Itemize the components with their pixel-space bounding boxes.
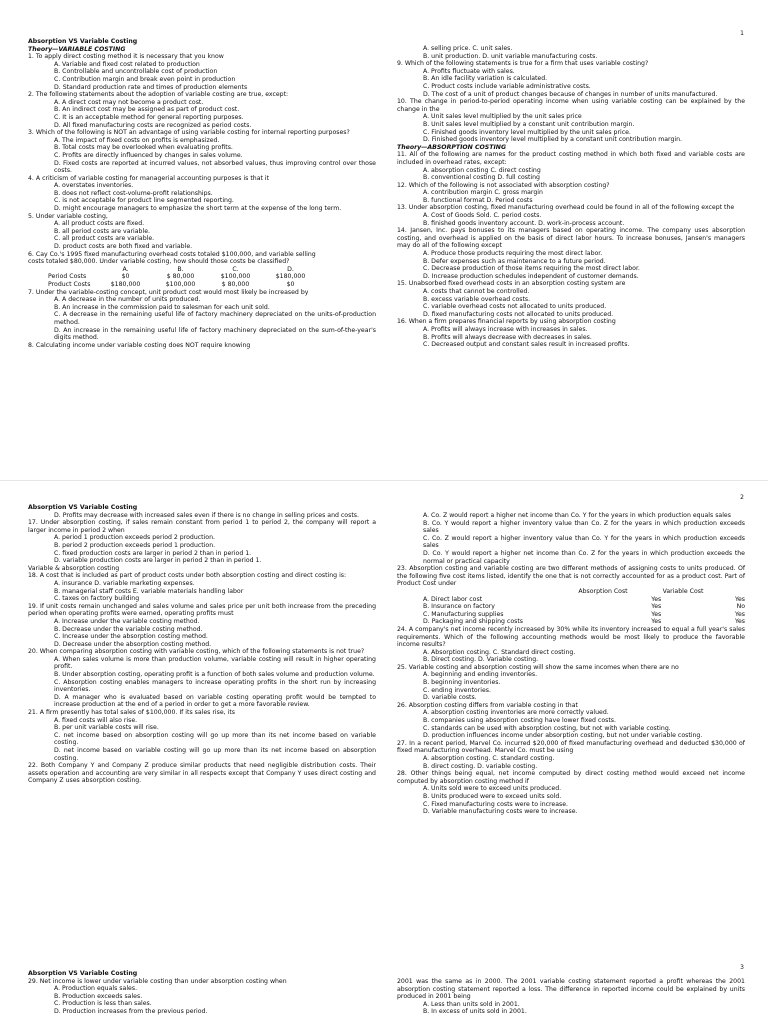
answer-option: D. Co. Y would report a higher net income than Co. Z for the years in which production exceeds the normal or practical capacity xyxy=(423,549,745,565)
section-title-absorption-costing: Theory—ABSORPTION COSTING xyxy=(397,143,507,151)
col-header: Variable Cost xyxy=(662,587,704,595)
answer-option: C. fixed production costs are larger in period 2 than in period 1. xyxy=(54,549,252,557)
answer-option: B. Controllable and uncontrollable cost of production xyxy=(54,68,218,76)
answer-option: D. Profits may decrease with increased sales even if there is no change in selling prices and costs. xyxy=(54,511,359,519)
col-header: Absorption Cost xyxy=(578,587,628,595)
row-label: Product Costs xyxy=(48,281,91,288)
cell: Yes xyxy=(651,603,662,611)
question-text: 20. When comparing absorption costing with variable costing, which of the following statements is not true? xyxy=(28,648,365,656)
answer-option: A. beginning and ending inventories. xyxy=(423,671,538,679)
answer-option: C. Decrease production of those items requiring the most direct labor. xyxy=(423,265,640,273)
cell: Yes xyxy=(651,618,662,626)
row-label: A. Direct labor cost xyxy=(423,595,483,603)
col-header: D. xyxy=(287,265,294,273)
answer-option: B. An increase in the commission paid to salesman for each unit sold. xyxy=(54,303,270,311)
table-row xyxy=(397,603,745,611)
page-2-right-lines xyxy=(397,512,745,588)
question-text: 24. A company's net income recently increased by 30% while its inventory increased to equal a full year's sales requirements. Which of the following accounting methods would be most likely to produce the favorable income results? xyxy=(397,625,745,649)
answer-option: B. Decrease under the variable costing method. xyxy=(54,625,203,633)
answer-option: D. Decrease under the absorption costing method. xyxy=(54,640,212,648)
question-text: 12. Which of the following is not associated with absorption costing? xyxy=(397,181,610,189)
cell: $0 xyxy=(286,281,295,288)
question-text: 25. Variable costing and absorption costing will show the same incomes when there are no xyxy=(397,663,679,671)
page-3-left-lines xyxy=(28,978,376,1016)
answer-option: A. costs that cannot be controlled. xyxy=(423,288,530,295)
answer-option: A. Units sold were to exceed units produced. xyxy=(423,785,562,793)
answer-option: B. Direct costing. D. Variable costing. xyxy=(423,656,539,664)
page-1-right-lines xyxy=(397,45,745,144)
answer-option: D. might encourage managers to emphasize the short term at the expense of the long term. xyxy=(54,205,342,213)
answer-option: D. product costs are both fixed and variable. xyxy=(54,243,193,251)
answer-option: C. Decreased output and constant sales result in increased profits. xyxy=(423,341,630,349)
answer-option: B. all period costs are variable. xyxy=(54,227,150,235)
col-header: A. xyxy=(122,265,129,273)
answer-option: C. Profits are directly influenced by changes in sales volume. xyxy=(54,151,243,159)
answer-option: C. all product costs are variable. xyxy=(54,235,155,243)
answer-option: A. Cost of Goods Sold. C. period costs. xyxy=(423,212,542,220)
answer-option: A. Unit sales level multiplied by the unit sales price xyxy=(423,113,582,121)
page-2-left-column xyxy=(28,504,376,785)
question-text: 23. Absorption costing and variable costing are two different methods of assigning costs to units produced. Of the following five cost items listed, identify the one that is not correctly accounted for as a product cost. Part of Product Cost under xyxy=(397,565,745,588)
answer-option: C. net income based on absorption costing will go up more than its net income based on variable costing. xyxy=(54,731,376,747)
cell: $0 xyxy=(121,273,130,281)
answer-option: D. Standard production rate and times of production elements xyxy=(54,83,248,91)
answer-option: B. beginning inventories. xyxy=(423,679,501,687)
answer-option: B. Production exceeds sales. xyxy=(54,992,143,1000)
question-text: 29. Net income is lower under variable costing than under absorption costing when xyxy=(28,977,287,985)
answer-option: B. functional format D. Period costs xyxy=(423,196,533,204)
table-row xyxy=(397,596,745,604)
row-label: D. Packaging and shipping costs xyxy=(423,618,523,626)
answer-option: A. When sales volume is more than production volume, variable costing will result in higher operating profit. xyxy=(54,655,376,671)
answer-option: D. Fixed costs are reported at incurred values, not absorbed values, thus improving control over those costs. xyxy=(54,159,376,175)
question-text: 22. Both Company Y and Company Z produce similar products that need negligible distribution costs. Their assets operation and accounting are very similar in all respects except that Company Y uses direct costing and Company Z uses absorption costing. xyxy=(28,762,376,785)
answer-option: C. standards can be used with absorption costing, but not with variable costing. xyxy=(423,724,671,732)
page-2-left-lines xyxy=(28,512,376,785)
answer-option: A. Profits fluctuate with sales. xyxy=(423,67,515,75)
question-text: 9. Which of the following statements is true for a firm that uses variable costing? xyxy=(397,60,649,68)
question-text: 16. When a firm prepares financial reports by using absorption costing xyxy=(397,318,616,326)
answer-option: A. The impact of fixed costs on profits is emphasized. xyxy=(54,136,220,144)
answer-option: D. variable production costs are larger in period 2 than in period 1. xyxy=(54,557,262,565)
answer-option: B. conventional costing D. full costing xyxy=(423,174,540,182)
page-3-right-column xyxy=(397,978,745,1016)
answer-option: C. is not acceptable for product line segmented reporting. xyxy=(54,197,234,205)
page-1-left-lines-2 xyxy=(28,289,376,350)
answer-option: A. Co. Z would report a higher net income than Co. Y for the years in which production equals sales xyxy=(423,512,731,519)
answer-option: D. Increase production schedules independent of customer demands. xyxy=(423,272,639,280)
cay-co-table xyxy=(48,266,376,289)
page-number: 1 xyxy=(740,30,744,37)
question-text: 2001 was the same as in 2000. The 2001 variable costing statement reported a profit whereas the 2001 absorption costing statement reported a loss. The difference in reported income could be explained by units produced in 2001 being xyxy=(397,978,745,1001)
answer-option: D. Finished goods inventory level multiplied by a constant unit contribution margin. xyxy=(423,136,682,144)
row-label: B. Insurance on factory xyxy=(423,603,495,611)
answer-option: B. per unit variable costs will rise. xyxy=(54,724,159,732)
answer-option: C. It is an acceptable method for general reporting purposes. xyxy=(54,113,244,121)
answer-option: A. A direct cost may not become a product cost. xyxy=(54,98,204,106)
answer-option: A. Profits will always increase with increases in sales. xyxy=(423,325,588,333)
answer-option: A. all product costs are fixed. xyxy=(54,220,145,228)
answer-option: C. Production is less than sales. xyxy=(54,1000,152,1008)
table-row xyxy=(48,273,376,281)
question-text: 1. To apply direct costing method it is necessary that you know xyxy=(28,53,224,61)
answer-option: A. Produce those products requiring the most direct labor. xyxy=(423,250,603,258)
answer-option: D. All fixed manufacturing costs are recognized as period costs. xyxy=(54,121,252,129)
document-header: Absorption VS Variable Costing xyxy=(28,38,138,45)
answer-option: C. A decrease in the remaining useful life of factory machinery depreciated on the units-of-production method. xyxy=(54,311,376,326)
page-1-left-lines xyxy=(28,53,376,266)
question-text: 13. Under absorption costing, fixed manufacturing overhead could be found in all of the following except the xyxy=(397,204,735,212)
answer-option: A. insurance D. variable marketing expenses. xyxy=(54,579,195,587)
answer-option: B. unit production. D. unit variable manufacturing costs. xyxy=(423,52,598,60)
cell: $100,000 xyxy=(165,281,196,288)
cost-item-table xyxy=(397,588,745,626)
question-text: 28. Other things being equal, net income computed by direct costing method would exceed net income computed by absorption costing method if xyxy=(397,770,745,785)
answer-option: B. finished goods inventory account. D. work-in-process account. xyxy=(423,219,625,227)
answer-option: A. period 1 production exceeds period 2 production. xyxy=(54,534,215,542)
answer-option: C. Fixed manufacturing costs were to increase. xyxy=(423,800,569,808)
answer-option: B. In excess of units sold in 2001. xyxy=(423,1008,527,1016)
answer-option: D. production influences income under absorption costing, but not under variable costing. xyxy=(423,732,703,740)
page-3-left-column xyxy=(28,970,376,1016)
page-divider xyxy=(0,480,768,481)
answer-option: D. variable costs. xyxy=(423,694,477,702)
page-3 xyxy=(0,958,768,1024)
page-number: 3 xyxy=(740,964,744,971)
cell: No xyxy=(736,603,745,611)
answer-option: C. taxes on factory building xyxy=(54,595,140,603)
cell: $100,000 xyxy=(220,273,251,281)
answer-option: B. direct costing. D. variable costing. xyxy=(423,762,538,770)
page-1-right-lines-2 xyxy=(397,151,745,348)
answer-option: A. absorption costing. C. standard costing. xyxy=(423,755,555,762)
question-text: 26. Absorption costing differs from variable costing in that xyxy=(397,701,578,709)
cell: Yes xyxy=(651,610,662,618)
answer-option: A. Variable and fixed cost related to production xyxy=(54,60,200,68)
answer-option: B. companies using absorption costing have lower fixed costs. xyxy=(423,717,616,725)
page-2 xyxy=(0,488,768,958)
answer-option: B. An indirect cost may be assigned as part of product cost. xyxy=(54,106,240,114)
question-text: 4. A criticism of variable costing for managerial accounting purposes is that it xyxy=(28,174,270,182)
cay-co-table-header xyxy=(48,266,376,274)
table-row xyxy=(48,281,376,289)
page-3-right-lines xyxy=(397,978,745,1016)
answer-option: A. A decrease in the number of units produced. xyxy=(54,296,201,304)
section-title-variable-costing: Theory—VARIABLE COSTING xyxy=(28,45,126,53)
answer-option: D. The cost of a unit of product changes because of changes in number of units manufactured. xyxy=(423,90,718,98)
page-1-left-column xyxy=(28,38,376,349)
answer-option: B. Under absorption costing, operating profit is a function of both sales volume and production volume. xyxy=(54,671,375,679)
answer-option: C. Co. Z would report a higher inventory value than Co. Y for the years in which production exceeds sales xyxy=(423,534,745,550)
answer-option: B. does not reflect cost-volume-profit relationships. xyxy=(54,189,213,197)
question-text: costs totaled $80,000. Under variable costing, how should those costs be classified? xyxy=(28,258,290,266)
answer-option: C. Absorption costing enables managers to increase operating profits in the short run by increasing inventories. xyxy=(54,678,376,694)
question-text: 8. Calculating income under variable costing does NOT require knowing xyxy=(28,341,251,349)
answer-option: B. period 2 production exceeds period 1 production. xyxy=(54,541,216,549)
document-header: Absorption VS Variable Costing xyxy=(28,504,138,511)
question-text: 10. The change in period-to-period operating income when using variable costing can be explained by the change in the xyxy=(397,98,745,113)
answer-option: A. Production equals sales. xyxy=(54,985,138,993)
page-2-right-column xyxy=(397,512,745,816)
answer-option: D. Production increases from the previous period. xyxy=(54,1007,208,1015)
cost-item-table-header xyxy=(397,588,745,596)
answer-option: A. Increase under the variable costing method. xyxy=(54,617,200,625)
cell: $ 80,000 xyxy=(166,273,195,281)
answer-option: B. managerial staff costs E. variable materials handling labor xyxy=(54,587,244,595)
answer-option: B. Profits will always decrease with decreases in sales. xyxy=(423,333,592,341)
page-2-right-lines-2 xyxy=(397,626,745,816)
answer-option: A. overstates inventories. xyxy=(54,182,134,190)
col-header: C. xyxy=(232,265,239,273)
answer-option: A. Absorption costing. C. Standard direct costing. xyxy=(423,648,576,656)
row-label: Period Costs xyxy=(48,273,87,281)
answer-option: D. net income based on variable costing will go up more than its net income based on absorption costing. xyxy=(54,747,376,762)
answer-option: B. Units produced were to exceed units sold. xyxy=(423,792,562,800)
answer-option: C. Increase under the absorption costing method. xyxy=(54,633,208,641)
answer-option: B. An idle facility variation is calculated. xyxy=(423,75,548,83)
answer-option: B. Co. Y would report a higher inventory value than Co. Z for the years in which production exceeds sales xyxy=(423,519,745,535)
answer-option: A. Less than units sold in 2001. xyxy=(423,1000,520,1008)
table-row xyxy=(397,611,745,619)
question-text: 15. Unabsorbed fixed overhead costs in an absorption costing system are xyxy=(397,280,626,288)
table-row xyxy=(397,618,745,626)
answer-option: B. excess variable overhead costs. xyxy=(423,295,531,303)
answer-option: A. fixed costs will also rise. xyxy=(54,716,138,724)
question-text: 11. All of the following are names for the product costing method in which both fixed and variable costs are included in overhead rates, except: xyxy=(397,151,745,166)
question-text: 7. Under the variable-costing concept, unit product cost would most likely be increased by xyxy=(28,288,309,296)
page-number: 2 xyxy=(740,494,744,501)
question-text: 3. Which of the following is NOT an advantage of using variable costing for internal reporting purposes? xyxy=(28,129,350,137)
cell: $180,000 xyxy=(275,273,306,281)
cell: Yes xyxy=(734,610,745,618)
answer-option: B. Total costs may be overlooked when evaluating profits. xyxy=(54,144,233,152)
answer-option: C. variable overhead costs not allocated to units produced. xyxy=(423,303,607,311)
answer-option: D. An increase in the remaining useful life of factory machinery depreciated on the sum-of-the-year's digits method. xyxy=(54,326,376,342)
question-text: 19. If unit costs remain unchanged and sales volume and sales price per unit both increase from the preceding period when operating profits were earned, operating profits must xyxy=(28,602,376,618)
question-text: 21. A firm presently has total sales of $100,000. If its sales rise, its xyxy=(28,709,235,717)
cell: Yes xyxy=(734,595,745,603)
question-text: 18. A cost that is included as part of product costs under both absorption costing and direct costing is: xyxy=(28,572,347,580)
page-1-right-column xyxy=(397,45,745,349)
answer-option: C. Product costs include variable administrative costs. xyxy=(423,82,591,90)
answer-option: D. fixed manufacturing costs not allocated to units produced. xyxy=(423,310,614,318)
answer-option: C. Contribution margin and break even point in production xyxy=(54,75,236,83)
answer-option: A. absorption costing C. direct costing xyxy=(423,166,541,174)
answer-option: D. A manager who is evaluated based on variable costing operating profit would be tempted to increase production at the end of a period in order to get a more favorable review. xyxy=(54,693,376,709)
cell: Yes xyxy=(734,618,745,626)
answer-option: A. absorption costing inventories are more correctly valued. xyxy=(423,709,609,717)
answer-option: B. Unit sales level multiplied by a constant unit contribution margin. xyxy=(423,120,635,128)
question-text: 17. Under absorption costing, if sales remain constant from period 1 to period 2, the company will report a larger income in period 2 when xyxy=(28,519,376,534)
answer-option: C. ending inventories. xyxy=(423,686,491,694)
answer-option: A. selling price. C. unit sales. xyxy=(423,45,513,52)
cell: $ 80,000 xyxy=(221,281,250,288)
row-label: C. Manufacturing supplies xyxy=(423,610,504,618)
answer-option: A. contribution margin C. gross margin xyxy=(423,189,543,197)
question-text: 5. Under variable costing, xyxy=(28,212,108,220)
question-text: 27. In a recent period, Marvel Co. incurred $20,000 of fixed manufacturing overhead and deducted $30,000 of fixed manufacturing overhead. Marvel Co. must be using xyxy=(397,739,745,755)
answer-option: C. Finished goods inventory level multiplied by the unit sales price. xyxy=(423,128,631,136)
answer-option: D. Variable manufacturing costs were to increase. xyxy=(423,808,578,816)
cell: Yes xyxy=(651,595,662,603)
document-header: Absorption VS Variable Costing xyxy=(28,970,138,977)
question-text: Variable & absorption costing xyxy=(28,564,120,572)
question-text: 6. Cay Co.'s 1995 fixed manufacturing overhead costs totaled $100,000, and variable selling xyxy=(28,250,316,258)
cell: $180,000 xyxy=(110,281,141,288)
question-text: 14. Jansen, Inc. pays bonuses to its managers based on operating income. The company uses absorption costing, and overhead is applied on the basis of direct labor hours. To increase bonuses, Jansen's managers may do all of the following except xyxy=(397,227,745,250)
col-header: B. xyxy=(177,265,184,273)
answer-option: B. Defer expenses such as maintenance to a future period. xyxy=(423,257,606,265)
question-text: 2. The following statements about the adoption of variable costing are true, except: xyxy=(28,91,289,99)
page-1 xyxy=(0,0,768,470)
